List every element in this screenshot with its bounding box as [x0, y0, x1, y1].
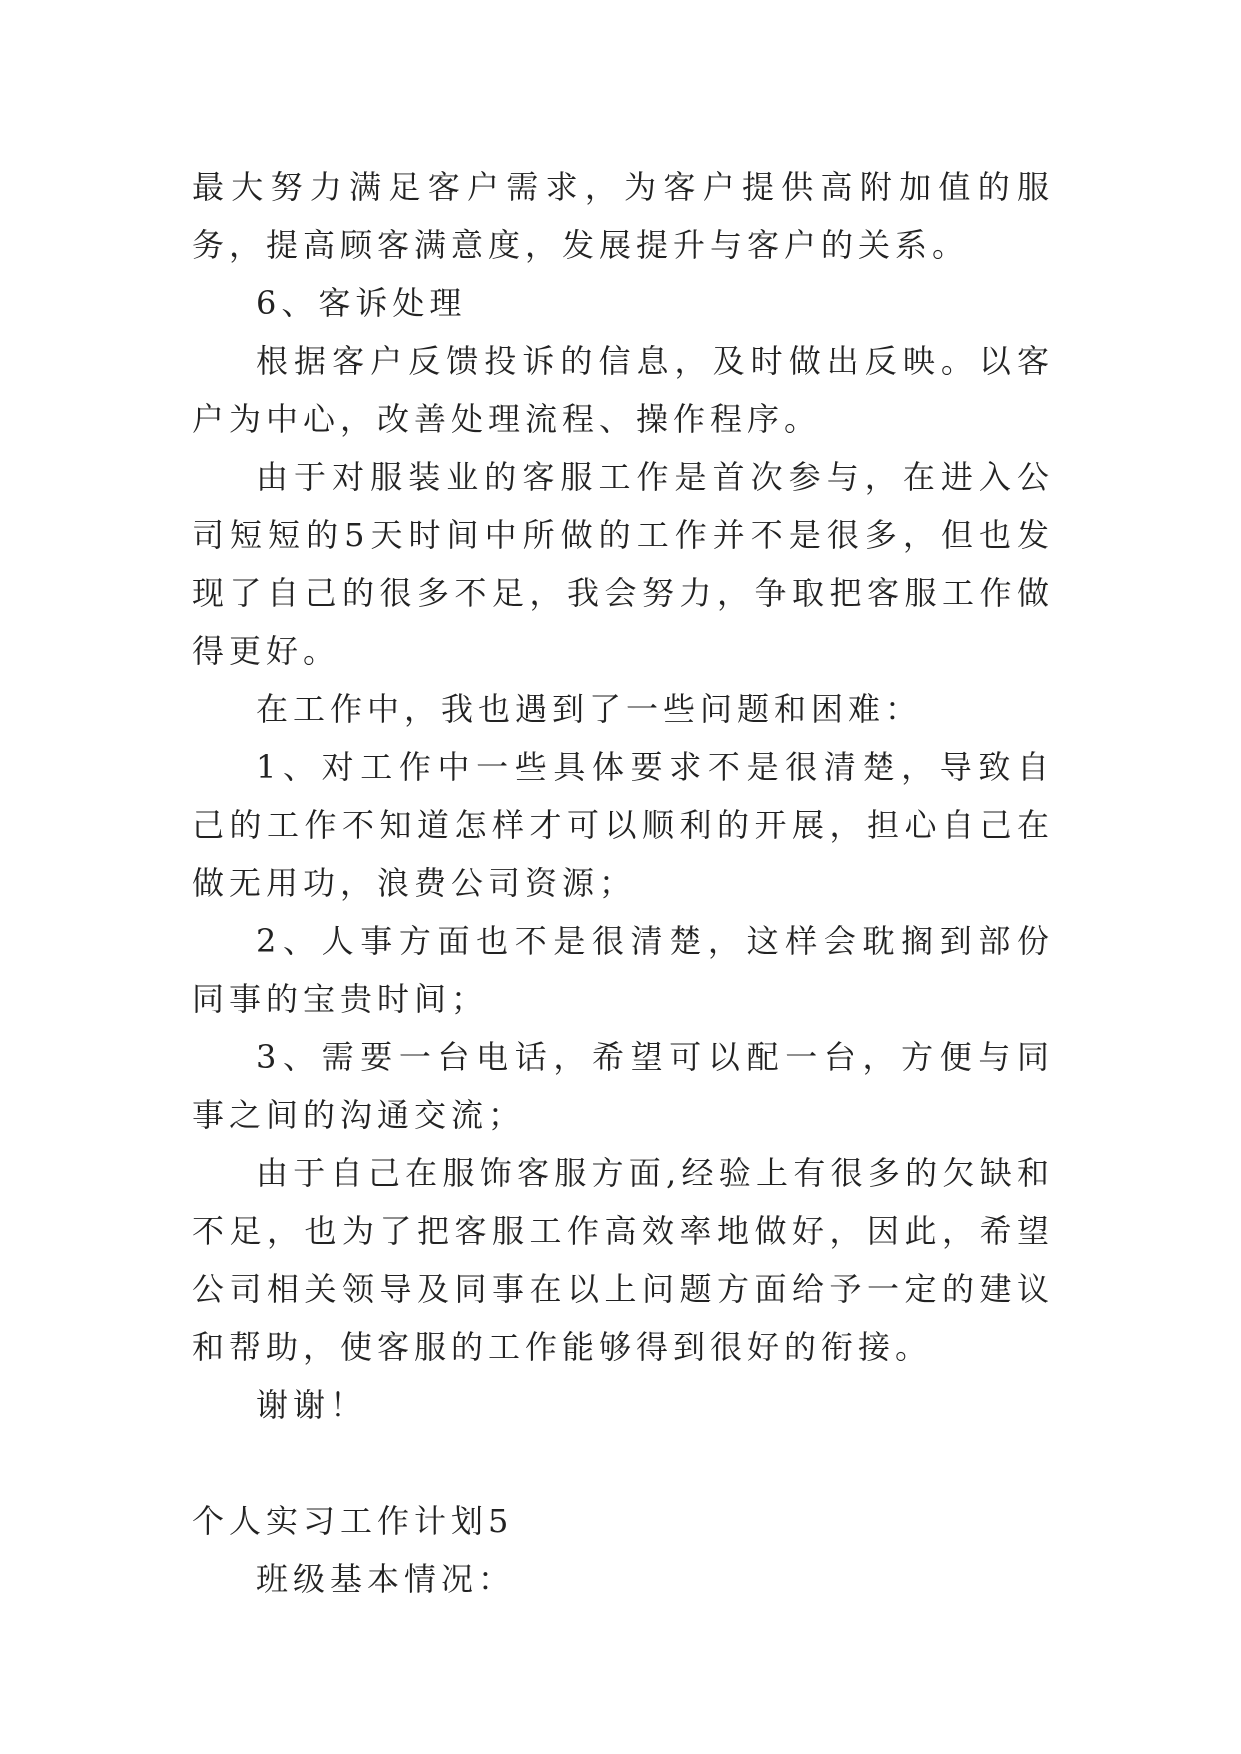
- paragraph: 由于自己在服饰客服方面,经验上有很多的欠缺和不足，也为了把客服工作高效率地做好，因此，希望公司相关领导及同事在以上问题方面给予一定的建议和帮助，使客服的工作能够得到很好的衔接。: [192, 1154, 1054, 1366]
- paragraph-continuation: 最大努力满足客户需求，为客户提供高附加值的服务，提高顾客满意度，发展提升与客户的关系。: [192, 168, 1054, 264]
- closing-thanks: 谢谢！: [256, 1386, 368, 1424]
- paragraph: 由于对服装业的客服工作是首次参与，在进入公司短短的5天时间中所做的工作并不是很多，但也发现了自己的很多不足，我会努力，争取把客服工作做得更好。: [192, 458, 1054, 670]
- section-spacer: [192, 1434, 1054, 1492]
- paragraph: 在工作中，我也遇到了一些问题和困难：: [256, 690, 923, 728]
- document-body: [192, 158, 1054, 1608]
- paragraph-heading-complaint-handling: 6、客诉处理: [256, 284, 467, 322]
- section-title: 个人实习工作计划5: [192, 1502, 514, 1540]
- list-item: 1、对工作中一些具体要求不是很清楚，导致自己的工作不知道怎样才可以顺利的开展，担心自己在做无用功，浪费公司资源；: [192, 748, 1054, 902]
- paragraph: 根据客户反馈投诉的信息，及时做出反映。以客户为中心，改善处理流程、操作程序。: [192, 342, 1054, 438]
- paragraph: 班级基本情况：: [256, 1560, 516, 1598]
- list-item: 3、需要一台电话，希望可以配一台，方便与同事之间的沟通交流；: [192, 1038, 1054, 1134]
- list-item: 2、人事方面也不是很清楚，这样会耽搁到部份同事的宝贵时间；: [192, 922, 1054, 1018]
